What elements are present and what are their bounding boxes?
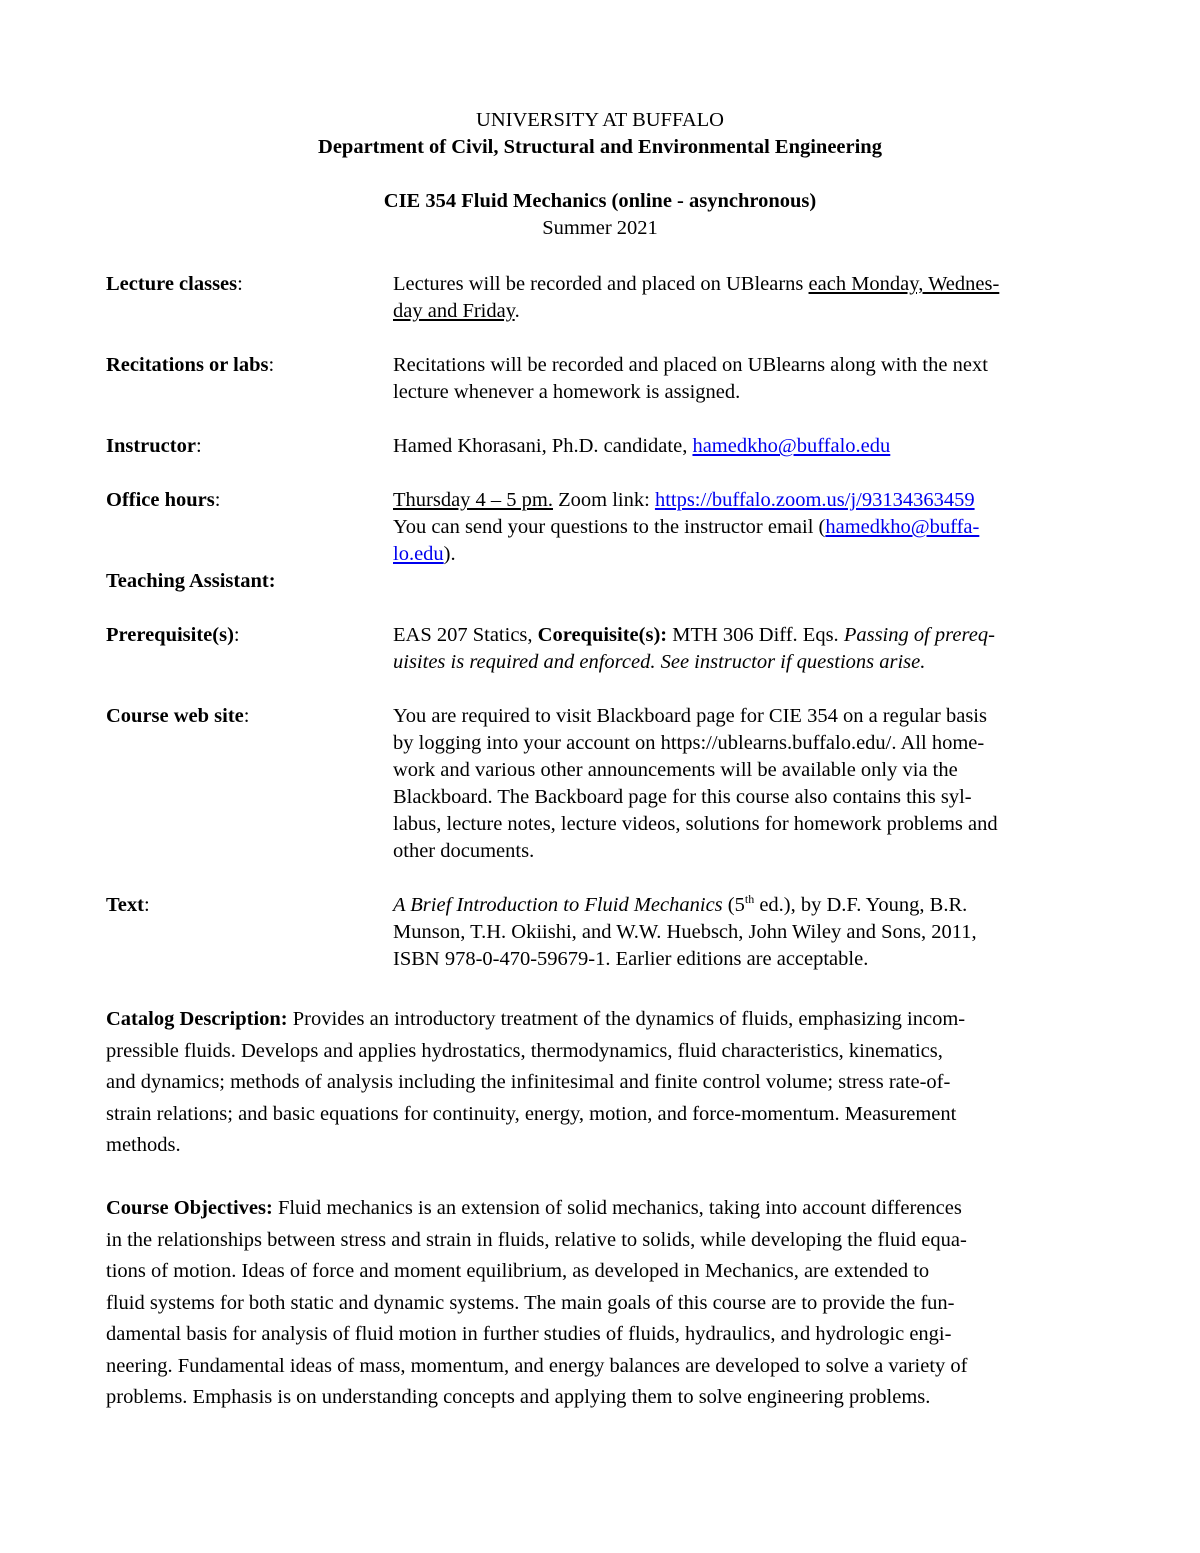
term-text: Summer 2021: [542, 217, 658, 239]
zoom-link[interactable]: https://buffalo.zoom.us/j/93134363459: [654, 489, 975, 511]
instructor-email-link-2b[interactable]: lo.edu: [393, 543, 444, 565]
course-objectives: Course Objectives: Fluid mechanics is an extension of solid mechanics, taking into account differences in the relationships between stress and strain in fluids, relative to solids, while developing the fluid equa- tions of motion. Ideas of force and moment equilibrium, as developed in Mechanics, are extended to fluid systems for both static and dynamic systems. The main goals of this course are to provide the fun- damental basis for analysis of fluid motion in further studies of fluids, hydraulics, and hydrologic engi- neering. Fundamental ideas of mass, momentum, and energy balances are developed to solve a variety of problems. Emphasis is on understanding concepts and applying them to solve engineering problems.: [106, 1197, 968, 1408]
recitation-value: Recitations will be recorded and placed on UBlearns along with the next lecture whenever a homework is assigned.: [393, 354, 988, 403]
office-hours-value: Thursday 4 – 5 pm. Zoom link: https://buffalo.zoom.us/j/93134363459 You can send your questions to the instructor email (hamedkho@buffa- lo.edu).: [393, 489, 980, 565]
course-name: CIE 354 Fluid Mechanics (online - asynchronous): [383, 190, 817, 212]
website-label: Course web site:: [106, 705, 250, 727]
text-label: Text:: [106, 894, 150, 916]
prereq-value: EAS 207 Statics, Corequisite(s): MTH 306 Diff. Eqs. Passing of prereq- uisites is required and enforced. See instructor if questions arise.: [393, 624, 995, 673]
lecture-label: Lecture classes:: [106, 273, 243, 295]
lecture-value: Lectures will be recorded and placed on UBlearns each Monday, Wednes- day and Friday.: [393, 273, 1000, 322]
recitation-label: Recitations or labs:: [106, 354, 275, 376]
book-title: A Brief Introduction to Fluid Mechanics: [393, 894, 723, 916]
objectives-label: Course Objectives:: [106, 1197, 273, 1219]
website-value: You are required to visit Blackboard page for CIE 354 on a regular basis by logging into your account on https://ublearns.buffalo.edu/. All home- work and various other announcements will be available only via the Blackboard. The Backboard page for this course also contains this syl- labus, lecture notes, lecture videos, solutions for homework problems and other documents.: [393, 705, 998, 862]
office-hours-label: Office hours:: [106, 489, 221, 511]
prereq-label: Prerequisite(s):: [106, 624, 240, 646]
university-name: UNIVERSITY AT BUFFALO: [476, 109, 724, 131]
instructor-email-link-2a[interactable]: hamedkho@buffa-: [825, 516, 980, 538]
department-title: [0, 136, 1200, 159]
ta-label: Teaching Assistant:: [106, 570, 276, 592]
catalog-description: Catalog Description: Provides an introductory treatment of the dynamics of fluids, emphasizing incom- pressible fluids. Develops and applies hydrostatics, thermodynamics, fluid characteristics, kinematics, and dynamics; methods of analysis including the infinitesimal and finite control volume; stress rate-of- strain relations; and basic equations for continuity, energy, motion, and force-momentum. Measurement methods.: [106, 1008, 966, 1156]
department-name: Department of Civil, Structural and Environmental Engineering: [318, 136, 882, 158]
text-value: A Brief Introduction to Fluid Mechanics (5th ed.), by D.F. Young, B.R. Munson, T.H. Okiishi, and W.W. Huebsch, John Wiley and Sons, 2011, ISBN 978-0-470-59679-1. Earlier editions are acceptable.: [393, 892, 977, 970]
university-title: [0, 109, 1200, 132]
catalog-label: Catalog Description:: [106, 1008, 288, 1030]
term: [0, 217, 1200, 240]
instructor-email-link[interactable]: hamedkho@buffalo.edu: [692, 435, 891, 457]
instructor-value: Hamed Khorasani, Ph.D. candidate, hamedkho@buffalo.edu: [393, 435, 891, 457]
instructor-label: Instructor:: [106, 435, 202, 457]
course-title: [0, 190, 1200, 213]
